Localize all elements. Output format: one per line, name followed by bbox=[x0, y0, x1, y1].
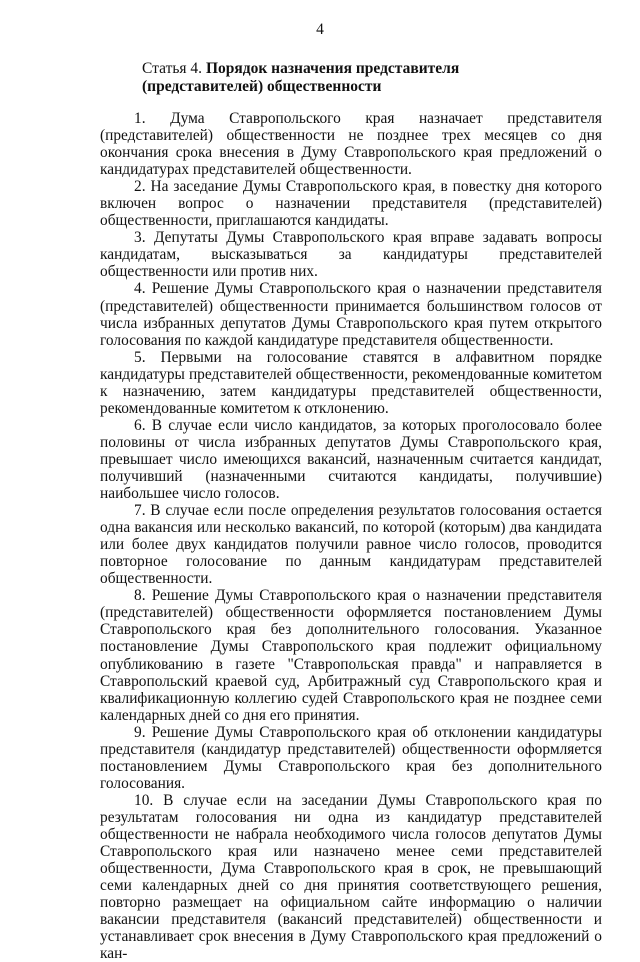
article-label: Статья 4. bbox=[142, 60, 203, 77]
paragraph-5: 5. Первыми на голосование ставятся в алфавитном порядке кандидатуры представителей общественности, рекомендованные комитетом к назначению, затем кандидатуры представителей общественности, рекомендованные комитетом к отклонению. bbox=[100, 348, 602, 417]
paragraph-3: 3. Депутаты Думы Ставропольского края вправе задавать вопросы кандидатам, высказываться за кандидатуры представителей общественности или против них. bbox=[100, 229, 602, 281]
page-number: 4 bbox=[316, 21, 324, 38]
article-heading bbox=[142, 60, 582, 96]
paragraph-1: 1. Дума Ставропольского края назначает представителя (представителей) общественности не позднее трех месяцев со дня окончания срока внесения в Думу Ставропольского края предложений о кандидатурах представителей общественности. bbox=[100, 110, 602, 179]
paragraph-6: 6. В случае если число кандидатов, за которых проголосовало более половины от числа избранных депутатов Думы Ставропольского края, превышает число имеющихся вакансий, назначенным считается кандидат, получивший (назначенными считаются кандидаты, получившие) наибольшее число голосов. bbox=[100, 416, 602, 503]
paragraph-7: 7. В случае если после определения результатов голосования остается одна вакансия или несколько вакансий, по которой (которым) два кандидата или более двух кандидатов получили равное число голосов, проводится повторное голосование по данным кандидатурам представителей общественности. bbox=[100, 502, 602, 588]
paragraph-2: 2. На заседание Думы Ставропольского края, в повестку дня которого включен вопрос о назначении представителя (представителей) общественности, приглашаются кандидаты. bbox=[100, 178, 602, 230]
article-body bbox=[100, 110, 602, 962]
paragraph-4: 4. Решение Думы Ставропольского края о назначении представителя (представителей) общественности принимается большинством голосов от числа избранных депутатов Думы Ставропольского края путем открытого голосования по каждой кандидатуре представителя общественности. bbox=[100, 280, 602, 349]
paragraph-8: 8. Решение Думы Ставропольского края о назначении представителя (представителей) общественности оформляется постановлением Думы Ставропольского края без дополнительного голосования. Указанное постановление Думы Ставропольского края подлежит официальному опубликованию в газете "Ставропольская правда" и направляется в Ставропольский краевой суд, Арбитражный суд Ставропольского края и квалификационную коллегию судей Ставропольского края не позднее семи календарных дней со дня его принятия. bbox=[100, 587, 602, 724]
paragraph-9: 9. Решение Думы Ставропольского края об отклонении кандидатуры представителя (кандидатур представителей) общественности оформляется постановлением Думы Ставропольского края без дополнительного голосования. bbox=[100, 723, 602, 792]
article-title: Порядок назначения представителя (представителей) общественности bbox=[142, 60, 460, 95]
paragraph-10: 10. В случае если на заседании Думы Ставропольского края по результатам голосования ни одна из кандидатур представителей общественности не набрала необходимого числа голосов депутатов Думы Ставропольского края или назначено менее семи представителей общественности, Дума Ставропольского края в срок, не превышающий семи календарных дней со дня принятия соответствующего решения, повторно размещает на официальном сайте информацию о наличии вакансии представителя (вакансий представителей) общественности и устанавливает срок внесения в Думу Ставропольского края предложений о кан- bbox=[100, 791, 602, 962]
